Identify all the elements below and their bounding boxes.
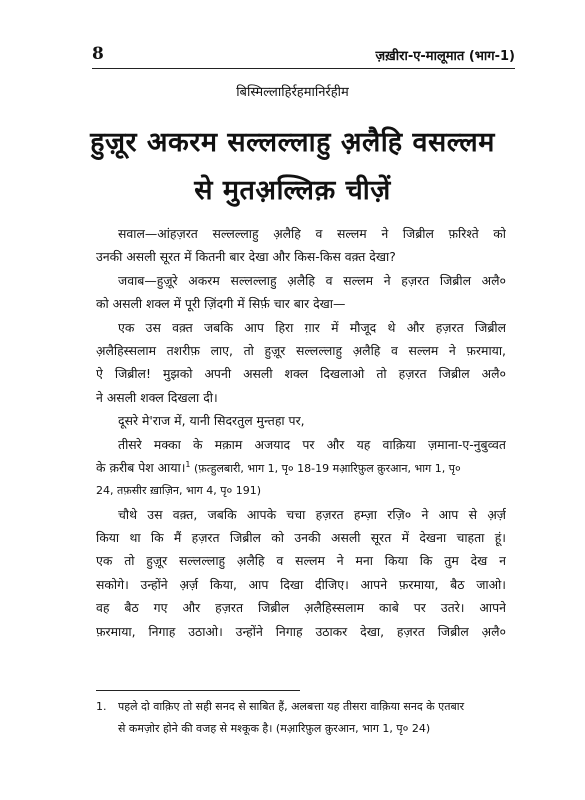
body-line: सकोगे। उन्होंने अ़र्ज़ किया, आप दिखा दीजिए। आपने फ़रमाया, बैठ जाओ। bbox=[96, 576, 506, 592]
bismillah: बिस्मिल्लाहिर्रहमानिर्रहीम bbox=[236, 85, 349, 100]
body-line: एक तो हुज़ूर सल्लल्लाहु अ़लैहि व सल्लम ने मना किया कि तुम देख न bbox=[96, 553, 506, 569]
footnote-line: से कमज़ोर होने की वजह से मश्कूक है। (मआ़रिफ़ुल क़ुरआन, भाग 1, पृ० 24) bbox=[118, 722, 431, 735]
body-line: उनकी असली सूरत में कितनी बार देखा और किस-किस वक़्त देखा? bbox=[96, 249, 396, 265]
footnote-line bbox=[96, 696, 506, 718]
body-line: ऐ जिब्रील! मुझको अपनी असली शक्ल दिखलाओ तो हज़रत जिब्रील अलै० bbox=[96, 366, 506, 382]
page-number: 8 bbox=[92, 44, 104, 64]
body-line: ने असली शक्ल दिखला दी। bbox=[96, 389, 218, 405]
chapter-title-line-2: से मुतअ़ल्लिक़ चीज़ें bbox=[194, 175, 391, 206]
body-line: को असली शक्ल में पूरी ज़िंदगी में सिर्फ़ चार बार देखा— bbox=[96, 296, 346, 312]
footnote-text: पहले दो वाक़िए तो सही सनद से साबित हैं, अलबत्ता यह तीसरा वाक़िया सनद के एतबार bbox=[118, 700, 465, 713]
body-line: दूसरे मे'राज में, यानी सिदरतुल मुन्तहा पर, bbox=[118, 413, 305, 429]
body-line: वह बैठ गए और हज़रत जिब्रील अ़लैहिस्सलाम काबे पर उतरे। आपने bbox=[96, 600, 506, 616]
body-line-text: के क़रीब पेश आया। bbox=[96, 459, 186, 475]
body-line: एक उस वक़्त जबकि आप हिरा ग़ार में मौजूद थे और हज़रत जिब्रील bbox=[118, 319, 506, 335]
footnote-mark: 1. bbox=[96, 700, 107, 713]
citation-text: (फ़त्हुलबारी, भाग 1, पृ० 18-19 मआ़रिफ़ुल क़ुरआन, भाग 1, पृ० bbox=[190, 461, 461, 475]
body-line: फ़रमाया, निगाह उठाओ। उन्होंने निगाह उठाकर देखा, हज़रत जिब्रील अ़लै० bbox=[96, 623, 506, 639]
body-line: जवाब—हुज़ूरे अकरम सल्लल्लाहु अ़लैहि व सल्लम ने हज़रत जिब्रील अलै० bbox=[118, 272, 506, 288]
body-line: अ़लैहिस्सलाम तशरीफ़ लाए, तो हुज़ूर सल्लल्लाहु अ़लैहि व सल्लम ने फ़रमाया, bbox=[96, 342, 506, 358]
citation-text: 24, तफ़सीर ख़ाज़िन, भाग 4, पृ० 191) bbox=[96, 484, 261, 498]
header-rule bbox=[92, 68, 515, 69]
footnote-rule bbox=[96, 690, 300, 691]
body-line: तीसरे मक्का के मक़ाम अजयाद पर और यह वाक़िया ज़माना-ए-नुबुव्वत bbox=[118, 436, 506, 452]
body-text bbox=[96, 222, 506, 643]
footnote-reference: 1 bbox=[185, 459, 191, 469]
running-title: ज़ख़ीरा-ए-मालूमात (भाग-1) bbox=[375, 49, 515, 64]
page-header bbox=[92, 44, 515, 66]
chapter-title-line-1: हुज़ूर अकरम सल्लल्लाहु अ़लैहि वसल्लम bbox=[90, 127, 495, 158]
body-line: चौथे उस वक़्त, जबकि आपके चचा हज़रत हम्ज़ा रज़ि० ने आप से अ़र्ज़ bbox=[118, 506, 506, 522]
body-line-with-citation bbox=[96, 456, 506, 479]
footnote bbox=[96, 696, 506, 740]
body-line: सवाल—आंहज़रत सल्लल्लाहु अ़लैहि व सल्लम ने जिब्रील फ़रिश्ते को bbox=[118, 226, 506, 241]
body-line: किया था कि मैं हज़रत जिब्रील को उनकी असली सूरत में देखना चाहता हूं। bbox=[96, 530, 506, 546]
